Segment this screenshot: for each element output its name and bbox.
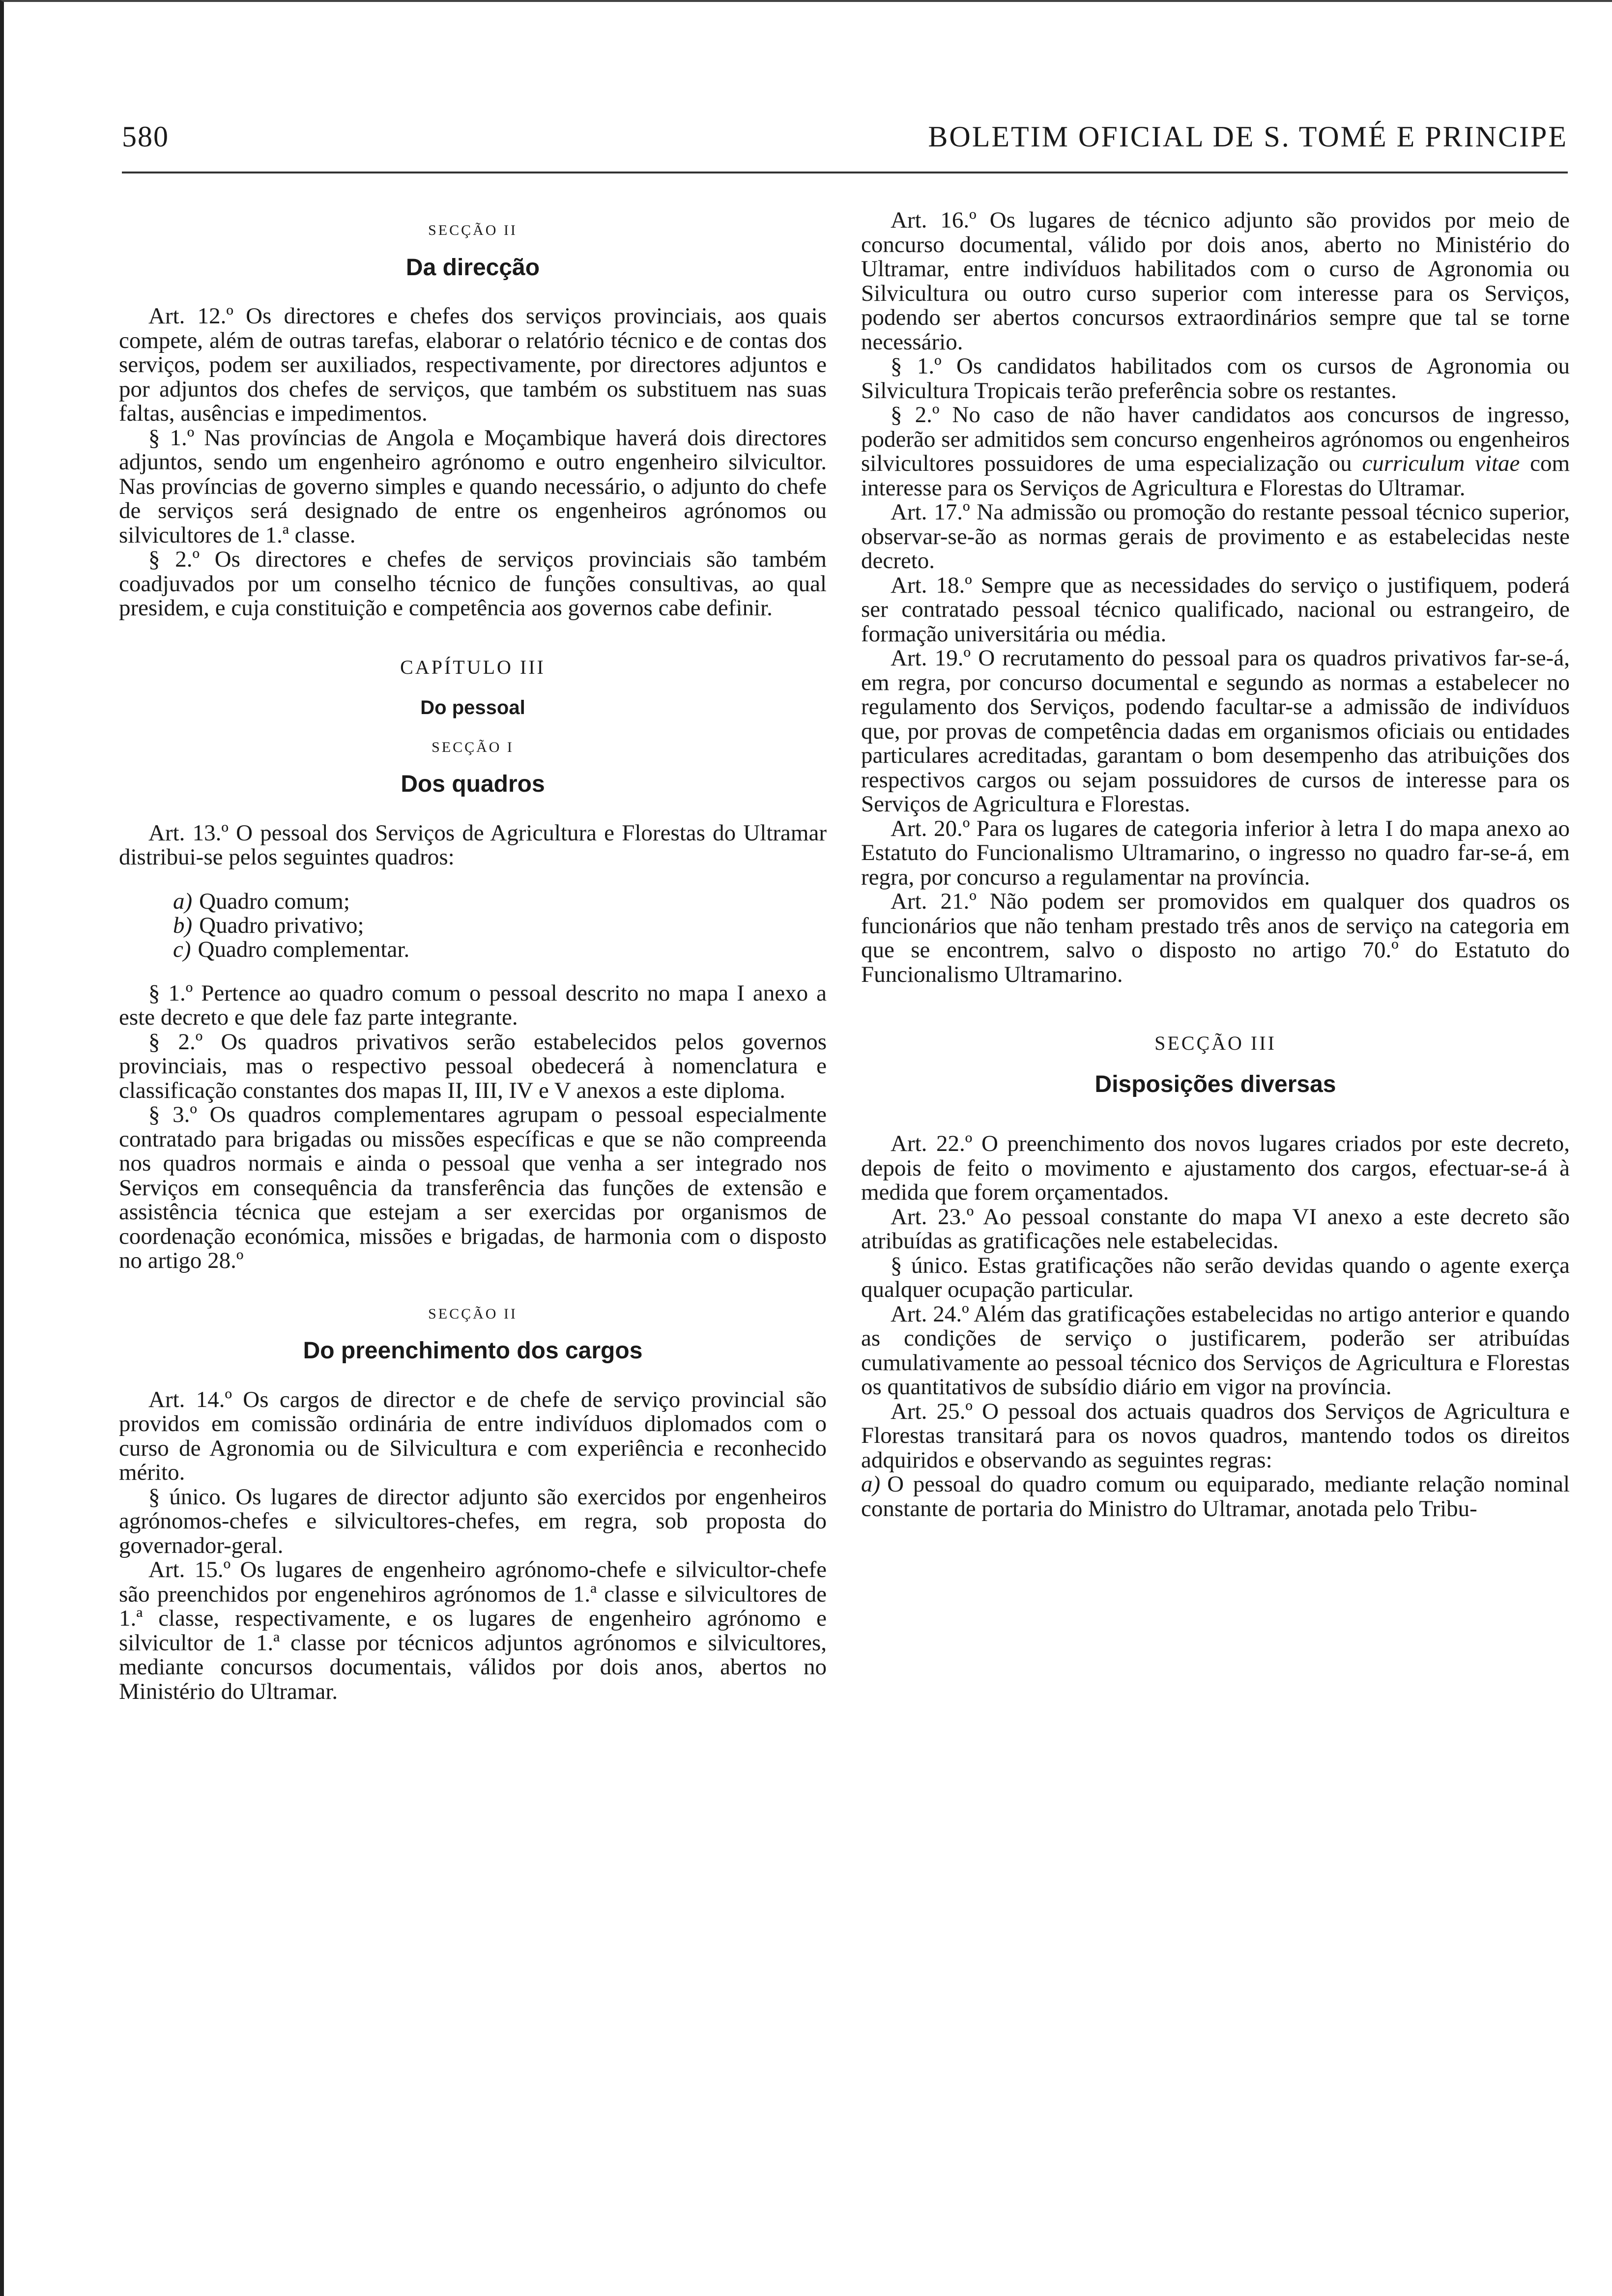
header-rule: [122, 172, 1568, 173]
page-number: 580: [122, 120, 169, 153]
quadros-list: [173, 890, 827, 962]
article-22: Art. 22.º O preenchimento dos novos lugares criados por este decreto, depois de feito o movimento e ajustamento dos cargos, efectuar-se-á à medida que forem orçamentados.: [861, 1131, 1570, 1205]
section-label: SECÇÃO I: [432, 739, 514, 755]
list-text: O pessoal do quadro comum ou equiparado, mediante relação nominal constante de portaria do Ministro do Ultramar, anotada pelo Tribu-: [861, 1471, 1570, 1521]
article-16-paragraph-2: [861, 403, 1570, 500]
article-13-paragraph-1: § 1.º Pertence ao quadro comum o pessoal descrito no mapa I anexo a este decreto e que dele faz parte integrante.: [119, 980, 827, 1030]
section-heading: Da direcção: [405, 254, 540, 281]
section-heading: Do preenchimento dos cargos: [303, 1338, 643, 1364]
article-17: Art. 17.º Na admissão ou promoção do restante pessoal técnico superior, observar-se-ão as normas gerais de provimento e as estabelecidas neste decreto.: [861, 499, 1570, 574]
article-13-paragraph-2: § 2.º Os quadros privativos serão estabelecidos pelos governos provinciais, mas o respectivo pessoal obedecerá à nomenclatura e classificação constantes dos mapas II, III, IV e V anexos a este diploma.: [119, 1029, 827, 1103]
text-run: § 2.º No caso de não haver candidatos aos concursos de ingresso, poderão ser admitidos sem concurso engenheiros agrónomos ou engenheiros silvicultores possuidores de uma especialização ou: [861, 402, 1570, 476]
article-13-paragraph-3: § 3.º Os quadros complementares agrupam o pessoal especialmente contratado para brigadas ou missões específicas e que se não compreenda nos quadros normais e ainda o pessoal que venha a ser integrado nos Serviços em consequência da transferência das funções de extensão e assistência técnica que estejam a ser exercidas por organismos de coordenação económica, missões e brigadas, de harmonia com o disposto no artigo 28.º: [119, 1102, 827, 1273]
article-12: Art. 12.º Os directores e chefes dos serviços provinciais, aos quais compete, além de outras tarefas, elaborar o relatório técnico e de contas dos serviços, podem ser auxiliados, respectivamente, por directores adjuntos e por adjuntos dos chefes de serviços, que também os substituem nas suas faltas, ausências e impedimentos.: [119, 303, 827, 426]
italic-term: curriculum vitae: [1362, 451, 1520, 476]
list-item: [173, 914, 827, 938]
section-heading: Disposições diversas: [1094, 1071, 1336, 1097]
list-item: [173, 938, 827, 962]
article-23-unico: § único. Estas gratificações não serão devidas quando o agente exerça qualquer ocupação particular.: [861, 1252, 1570, 1302]
article-16: Art. 16.º Os lugares de técnico adjunto são providos por meio de concurso documental, válido por dois anos, aberto no Ministério do Ultramar, entre indivíduos habilitados com o curso de Agronomia ou Silvicultura ou outro curso superior com interesse para os Serviços, podendo ser abertos concursos extraordinários sempre que tal se torne necessário.: [861, 207, 1570, 355]
article-15: Art. 15.º Os lugares de engenheiro agrónomo-chefe e silvicultor-chefe são preenchidos por engenehiros agrónomos de 1.ª classe e silvicultores de 1.ª classe, respectivamente, e os lugares de engenheiro agrónomo e silvicultor de 1.ª classe por técnicos adjuntos agrónomos e silvicultores, mediante concursos documentais, válidos por dois anos, abertos no Ministério do Ultramar.: [119, 1557, 827, 1704]
article-14: Art. 14.º Os cargos de director e de chefe de serviço provincial são providos em comissão ordinária de entre indivíduos diplomados com o curso de Agronomia ou de Silvicultura e com experiência e reconhecido mérito.: [119, 1386, 827, 1485]
article-23: Art. 23.º Ao pessoal constante do mapa VI anexo a este decreto são atribuídas as gratificações nele estabelecidas.: [861, 1204, 1570, 1254]
list-text: Quadro privativo;: [199, 912, 364, 938]
chapter-label: CAPÍTULO III: [400, 656, 546, 678]
section-label: SECÇÃO III: [1154, 1032, 1276, 1054]
chapter-title: Do pessoal: [420, 697, 525, 718]
section-label: SECÇÃO II: [428, 222, 518, 238]
article-25: Art. 25.º O pessoal dos actuais quadros dos Serviços de Agricultura e Florestas transitará para os novos quadros, mantendo todos os direitos adquiridos e observando as seguintes regras:: [861, 1398, 1570, 1473]
list-item: [173, 890, 827, 914]
list-text: Quadro comum;: [199, 888, 350, 914]
list-text: Quadro complementar.: [198, 936, 410, 962]
article-25-item-a: [861, 1472, 1570, 1521]
article-24: Art. 24.º Além das gratificações estabelecidas no artigo anterior e quando as condições de serviço o justificarem, poderão ser atribuídas cumulativamente ao pessoal técnico dos Serviços de Agricultura e Florestas os quantitativos de subsídio diário em vigor na província.: [861, 1301, 1570, 1400]
text-run: com interesse para os Serviços de Agricultura e Florestas do Ultramar.: [861, 451, 1570, 501]
article-19: Art. 19.º O recrutamento do pessoal para os quadros privativos far-se-á, em regra, por concurso documental e segundo as normas a estabelecer no regulamento dos Serviços, podendo facultar-se a admissão de indivíduos que, por provas de competência dadas em organismos oficiais ou entidades particulares acreditadas, garantam o bom desempenho das atribuições dos respectivos cargos ou sejam possuidores de cursos de interesse para os Serviços de Agricultura e Florestas.: [861, 645, 1570, 817]
article-13: Art. 13.º O pessoal dos Serviços de Agricultura e Florestas do Ultramar distribui-se pelos seguintes quadros:: [119, 820, 827, 870]
page-header: [122, 120, 1568, 159]
section-label: SECÇÃO II: [428, 1305, 518, 1322]
list-marker: b): [173, 912, 193, 938]
list-marker: a): [173, 888, 193, 914]
article-12-paragraph-1: § 1.º Nas províncias de Angola e Moçambique haverá dois directores adjuntos, sendo um engenheiro agrónomo e outro engenheiro silvicultor. Nas províncias de governo simples e quando necessário, o adjunto do chefe de serviços será designado de entre os engenheiros agrónomos ou silvicultores de 1.ª classe.: [119, 425, 827, 548]
section-heading: Dos quadros: [401, 771, 545, 797]
article-20: Art. 20.º Para os lugares de categoria inferior à letra I do mapa anexo ao Estatuto do Funcionalismo Ultramarino, o ingresso no quadro far-se-á, em regra, por concurso a regulamentar na província.: [861, 815, 1570, 890]
article-16-paragraph-1: § 1.º Os candidatos habilitados com os cursos de Agronomia ou Silvicultura Tropicais terão preferência sobre os restantes.: [861, 353, 1570, 403]
article-21: Art. 21.º Não podem ser promovidos em qualquer dos quadros os funcionários que não tenham prestado três anos de serviço na categoria em que se encontrem, salvo o disposto no artigo 70.º do Estatuto do Funcionalismo Ultramarino.: [861, 889, 1570, 987]
list-marker: a): [861, 1471, 881, 1497]
article-12-paragraph-2: § 2.º Os directores e chefes de serviços provinciais são também coadjuvados por um conselho técnico de funções consultivas, ao qual presidem, e cuja constituição e competência aos governos cabe definir.: [119, 546, 827, 621]
left-column: [119, 208, 827, 1704]
list-marker: c): [173, 936, 191, 962]
article-18: Art. 18.º Sempre que as necessidades do serviço o justifiquem, poderá ser contratado pessoal técnico qualificado, nacional ou estrangeiro, de formação universitária ou média.: [861, 572, 1570, 647]
article-14-unico: § único. Os lugares de director adjunto são exercidos por engenheiros agrónomos-chefes e silvicultores-chefes, em regra, sob proposta do governador-geral.: [119, 1484, 827, 1558]
right-column: [861, 208, 1570, 1521]
publication-title: BOLETIM OFICIAL DE S. TOMÉ E PRINCIPE: [928, 120, 1568, 153]
